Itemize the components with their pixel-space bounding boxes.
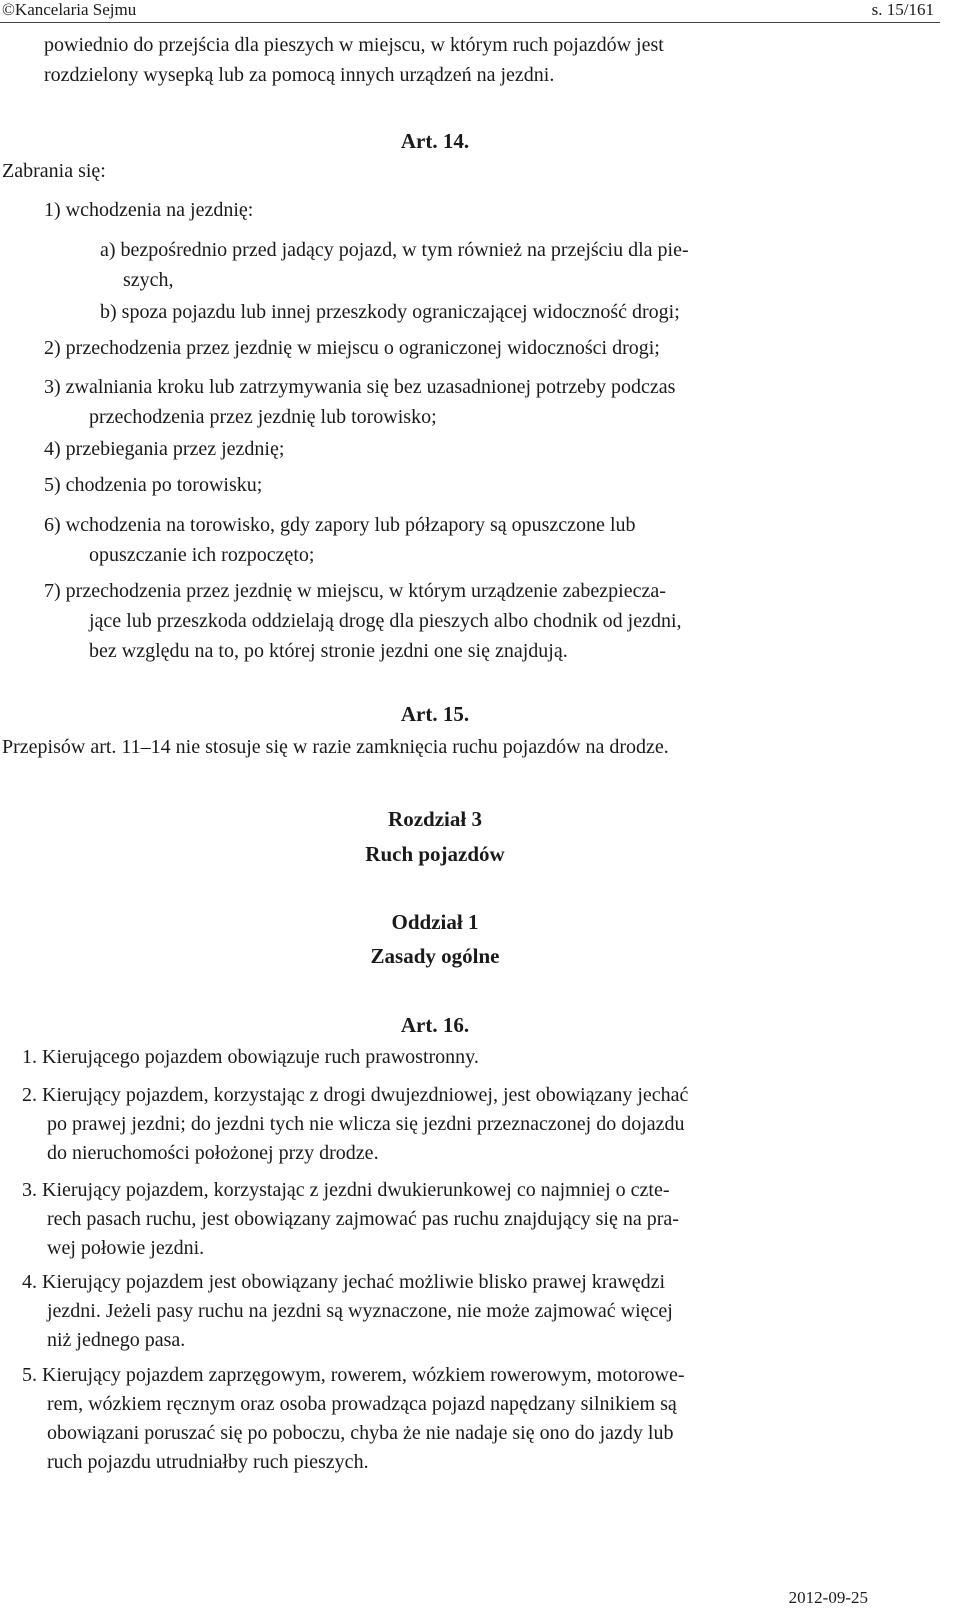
text-line: 3. Kierujący pojazdem, korzystając z jezdni dwukierunkowej co najmniej o czte-	[22, 1179, 670, 1201]
text-line: a) bezpośrednio przed jadący pojazd, w tym również na przejściu dla pie-	[100, 239, 689, 261]
art15-text: Przepisów art. 11–14 nie stosuje się w razie zamknięcia ruchu pojazdów na drodze.	[2, 736, 669, 758]
text-line: rech pasach ruchu, jest obowiązany zajmować pas ruchu znajdujący się na pra-	[47, 1208, 679, 1230]
art14-item7	[44, 576, 682, 666]
art14-intro: Zabrania się:	[2, 160, 106, 182]
art14-heading: Art. 14.	[400, 129, 470, 153]
art16-p5	[22, 1361, 685, 1477]
text-line: do nieruchomości położonej przy drodze.	[47, 1142, 379, 1164]
text-line: obowiązani poruszać się po poboczu, chyba że nie nadaje się ono do jazdy lub	[47, 1422, 674, 1444]
text-line: 6) wchodzenia na torowisko, gdy zapory lub półzapory są opuszczone lub	[44, 514, 636, 536]
text-line: szych,	[123, 269, 174, 291]
art14-item5: 5) chodzenia po torowisku;	[44, 474, 263, 496]
art16-p1: 1. Kierującego pojazdem obowiązuje ruch prawostronny.	[22, 1046, 479, 1068]
text-line: rozdzielony wysepką lub za pomocą innych urządzeń na jezdni.	[44, 64, 555, 86]
text-line: bez względu na to, po której stronie jezdni one się znajdują.	[89, 640, 568, 662]
header-copyright: ©Kancelaria Sejmu	[2, 0, 137, 19]
art16-p2	[22, 1081, 688, 1168]
text-line: jezdni. Jeżeli pasy ruchu na jezdni są wyznaczone, nie może zajmować więcej	[47, 1300, 673, 1322]
text-line: po prawej jezdni; do jezdni tych nie wlicza się jezdni przeznaczonej do dojazdu	[47, 1113, 685, 1135]
text-line: 4. Kierujący pojazdem jest obowiązany jechać możliwie blisko prawej krawędzi	[22, 1271, 666, 1293]
text-line: jące lub przeszkoda oddzielają drogę dla pieszych albo chodnik od jezdni,	[89, 610, 682, 632]
continuation-paragraph	[44, 30, 664, 90]
text-line: przechodzenia przez jezdnię lub torowisko;	[89, 406, 437, 428]
text-line: opuszczanie ich rozpoczęto;	[89, 544, 315, 566]
art14-item1: 1) wchodzenia na jezdnię:	[44, 199, 254, 221]
art16-p4	[22, 1268, 673, 1355]
section-title: Zasady ogólne	[370, 944, 500, 968]
art16-p3	[22, 1176, 679, 1263]
art14-item3	[44, 372, 675, 432]
section-number: Oddział 1	[391, 910, 479, 934]
text-line: powiednio do przejścia dla pieszych w miejscu, w którym ruch pojazdów jest	[44, 34, 664, 56]
art16-heading: Art. 16.	[400, 1013, 470, 1037]
chapter-number: Rozdział 3	[388, 807, 482, 831]
footer-date: 2012-09-25	[788, 1588, 868, 1607]
text-line: ruch pojazdu utrudniałby ruch pieszych.	[47, 1451, 369, 1473]
art14-item6	[44, 510, 636, 570]
art15-heading: Art. 15.	[400, 702, 470, 726]
text-line: 3) zwalniania kroku lub zatrzymywania się bez uzasadnionej potrzeby podczas	[44, 376, 676, 398]
text-line: 2. Kierujący pojazdem, korzystając z drogi dwujezdniowej, jest obowiązany jechać	[22, 1084, 689, 1106]
text-line: 7) przechodzenia przez jezdnię w miejscu, w którym urządzenie zabezpiecza-	[44, 580, 666, 602]
header-divider	[0, 22, 940, 23]
header-page-number: s. 15/161	[871, 0, 934, 19]
art14-item4: 4) przebiegania przez jezdnię;	[44, 438, 285, 460]
text-line: 5. Kierujący pojazdem zaprzęgowym, rowerem, wózkiem rowerowym, motorowe-	[22, 1364, 685, 1386]
text-line: rem, wózkiem ręcznym oraz osoba prowadząca pojazd napędzany silnikiem są	[47, 1393, 677, 1415]
text-line: niż jednego pasa.	[47, 1329, 186, 1351]
text-line: wej połowie jezdni.	[47, 1237, 205, 1259]
chapter-title: Ruch pojazdów	[365, 842, 505, 866]
art14-item2: 2) przechodzenia przez jezdnię w miejscu o ograniczonej widoczności drogi;	[44, 337, 660, 359]
art14-item1a	[100, 235, 689, 295]
art14-item1b: b) spoza pojazdu lub innej przeszkody ograniczającej widoczność drogi;	[100, 301, 680, 323]
